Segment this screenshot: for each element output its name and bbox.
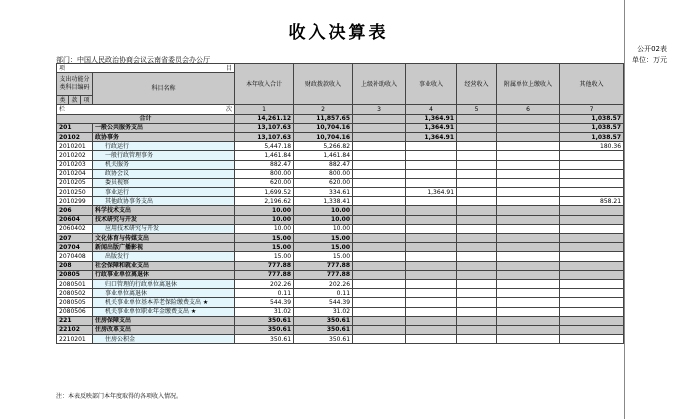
row-value-col-3 [353,270,406,279]
row-code: 2010203 [57,160,93,169]
row-value-col-4 [406,298,457,307]
row-value-col-1: 777.88 [235,270,294,279]
row-value-col-3 [353,206,406,215]
row-name: 一般公共服务支出 [93,123,235,132]
row-name: 机关事业单位职业年金缴费支出 ★ [93,307,235,316]
row-name: 行政运行 [93,142,235,151]
header-name-col: 科目名称 [93,73,235,105]
income-table [56,63,624,344]
row-value-col-6 [497,142,560,151]
row-value-col-6 [497,160,560,169]
row-code: 2060402 [57,224,93,233]
row-value-col-1: 15.00 [235,234,294,243]
row-value-col-4 [406,206,457,215]
table-row [57,224,624,233]
row-code: 208 [57,261,93,270]
row-value-col-4 [406,142,457,151]
col-num-4: 4 [406,105,457,114]
row-value-col-1: 10.00 [235,206,294,215]
row-name: 委员视察 [93,178,235,187]
header-item-cell: 项 目 [57,64,235,73]
row-code: 22102 [57,325,93,334]
row-value-col-1: 544.39 [235,298,294,307]
row-value-col-6 [497,298,560,307]
row-value-col-6 [497,234,560,243]
row-name: 其他政协事务支出 [93,197,235,206]
row-code: 2010205 [57,178,93,187]
row-value-col-5 [457,234,497,243]
row-code: 20704 [57,243,93,252]
row-value-col-7 [560,188,624,197]
row-name: 住房公积金 [93,335,235,344]
row-value-col-4 [406,169,457,178]
row-code: 20102 [57,132,93,141]
table-row [57,252,624,261]
row-name: 政协会议 [93,169,235,178]
table-row [57,178,624,187]
row-value-col-6 [497,279,560,288]
row-name: 技术研究与开发 [93,215,235,224]
row-value-col-7 [560,316,624,325]
row-value-col-6 [497,123,560,132]
row-value-col-3 [353,178,406,187]
row-value-col-4 [406,335,457,344]
row-value-col-5 [457,270,497,279]
report-title: 收入决算表 [288,23,389,43]
col-num-3: 3 [353,105,406,114]
row-value-col-1: 350.61 [235,335,294,344]
header-col-2: 财政拨款收入 [294,64,353,105]
row-value-col-1: 882.47 [235,160,294,169]
row-value-col-7: 1,038.57 [560,123,624,132]
col-num-2: 2 [294,105,353,114]
row-value-col-6 [497,215,560,224]
row-value-col-2: 10.00 [294,215,353,224]
row-value-col-4 [406,270,457,279]
row-value-col-6 [497,243,560,252]
row-value-col-6 [497,169,560,178]
row-value-col-1: 10.00 [235,224,294,233]
row-value-col-7: 858.21 [560,197,624,206]
row-value-col-2: 0.11 [294,289,353,298]
row-value-col-3 [353,160,406,169]
row-value-col-5 [457,243,497,252]
header-col-3: 上级补助收入 [353,64,406,105]
total-label: 合计 [57,114,235,123]
row-name: 科学技术支出 [93,206,235,215]
row-value-col-1: 13,107.63 [235,123,294,132]
row-value-col-7 [560,243,624,252]
row-value-col-2: 777.88 [294,261,353,270]
row-code: 2010201 [57,142,93,151]
row-value-col-2: 334.61 [294,188,353,197]
row-value-col-3 [353,316,406,325]
row-value-col-1: 777.88 [235,261,294,270]
row-name: 一般行政管理事务 [93,151,235,160]
row-code: 20604 [57,215,93,224]
row-value-col-1: 31.02 [235,307,294,316]
row-name: 政协事务 [93,132,235,141]
row-code: 2010250 [57,188,93,197]
row-value-col-6 [497,335,560,344]
row-name: 机关服务 [93,160,235,169]
row-value-col-7 [560,224,624,233]
row-value-col-4 [406,325,457,334]
row-value-col-4 [406,279,457,288]
row-code: 2010202 [57,151,93,160]
row-value-col-2: 5,266.82 [294,142,353,151]
row-value-col-2: 10.00 [294,206,353,215]
row-value-col-1: 800.00 [235,169,294,178]
row-value-col-1: 620.00 [235,178,294,187]
table-row [57,215,624,224]
row-value-col-1: 2,196.62 [235,197,294,206]
row-value-col-7 [560,206,624,215]
row-value-col-7 [560,335,624,344]
row-value-col-4 [406,261,457,270]
footnote: 注：本表反映部门本年度取得的各项收入情况。 [56,393,183,400]
header-col-1: 本年收入合计 [235,64,294,105]
row-value-col-4 [406,151,457,160]
table-row [57,289,624,298]
row-name: 社会保障和就业支出 [93,261,235,270]
row-value-col-6 [497,178,560,187]
row-code: 206 [57,206,93,215]
row-value-col-5 [457,325,497,334]
row-value-col-7 [560,270,624,279]
row-value-col-2: 800.00 [294,169,353,178]
row-value-col-4: 1,364.91 [406,132,457,141]
row-value-col-2: 15.00 [294,243,353,252]
table-row [57,325,624,334]
header-col-7: 其他收入 [560,64,624,105]
row-value-col-4: 1,364.91 [406,188,457,197]
row-value-col-2: 10.00 [294,224,353,233]
row-value-col-2: 350.61 [294,335,353,344]
row-value-col-6 [497,206,560,215]
row-value-col-2: 350.61 [294,325,353,334]
header-cat: 类 [57,96,69,105]
row-code: 2080506 [57,307,93,316]
row-value-col-5 [457,188,497,197]
table-row [57,316,624,325]
row-value-col-3 [353,151,406,160]
table-row [57,206,624,215]
row-value-col-2: 15.00 [294,234,353,243]
row-value-col-7 [560,234,624,243]
row-value-col-7 [560,298,624,307]
row-value-col-5 [457,197,497,206]
row-code: 221 [57,316,93,325]
row-value-col-3 [353,123,406,132]
row-value-col-7 [560,252,624,261]
table-row [57,142,624,151]
row-value-col-1: 15.00 [235,243,294,252]
row-value-col-5 [457,142,497,151]
row-value-col-3 [353,279,406,288]
row-value-col-1: 0.11 [235,289,294,298]
row-name: 机关事业单位基本养老保险缴费支出 ★ [93,298,235,307]
col-num-7: 7 [560,105,624,114]
row-value-col-2: 1,338.41 [294,197,353,206]
row-value-col-4 [406,234,457,243]
row-value-col-7 [560,160,624,169]
row-value-col-1: 202.26 [235,279,294,288]
row-value-col-6 [497,307,560,316]
row-code: 207 [57,234,93,243]
row-value-col-5 [457,261,497,270]
row-name: 事业单位离退休 [93,289,235,298]
row-value-col-7 [560,279,624,288]
row-value-col-2: 350.61 [294,316,353,325]
row-value-col-2: 202.26 [294,279,353,288]
row-value-col-3 [353,325,406,334]
row-value-col-2: 777.88 [294,270,353,279]
row-value-col-7 [560,261,624,270]
table-row [57,243,624,252]
row-value-col-6 [497,252,560,261]
header-col-5: 经营收入 [457,64,497,105]
row-name: 归口管理的行政单位离退休 [93,279,235,288]
row-value-col-2: 15.00 [294,252,353,261]
row-value-col-3 [353,252,406,261]
row-code: 2080502 [57,289,93,298]
table-row [57,261,624,270]
row-value-col-5 [457,298,497,307]
table-row [57,335,624,344]
col-num-6: 6 [497,105,560,114]
row-value-col-4 [406,252,457,261]
row-value-col-4 [406,160,457,169]
row-value-col-4 [406,178,457,187]
row-code: 2010299 [57,197,93,206]
row-value-col-7: 180.36 [560,142,624,151]
unit-label: 单位：万元 [632,56,667,64]
row-value-col-4: 1,364.91 [406,123,457,132]
header-xiang: 项 [81,96,93,105]
row-code: 2080505 [57,298,93,307]
row-value-col-4 [406,289,457,298]
row-value-col-1: 350.61 [235,325,294,334]
row-value-col-3 [353,307,406,316]
header-code-group: 支出功能分类科目编码 [57,73,93,96]
row-value-col-6 [497,151,560,160]
row-code: 20805 [57,270,93,279]
row-value-col-3 [353,169,406,178]
row-value-col-2: 1,461.84 [294,151,353,160]
row-name: 事业运行 [93,188,235,197]
row-value-col-1: 5,447.18 [235,142,294,151]
row-value-col-4 [406,316,457,325]
row-value-col-5 [457,215,497,224]
row-value-col-7: 1,038.57 [560,132,624,141]
row-value-col-5 [457,252,497,261]
row-code: 2010204 [57,169,93,178]
row-value-col-7 [560,307,624,316]
page-divider [624,0,625,419]
header-col-6: 附属单位上缴收入 [497,64,560,105]
row-value-col-5 [457,160,497,169]
row-value-col-5 [457,335,497,344]
table-row [57,197,624,206]
row-value-col-5 [457,123,497,132]
row-value-col-7 [560,289,624,298]
row-value-col-6 [497,224,560,233]
row-value-col-6 [497,261,560,270]
row-name: 应用技术研究与开发 [93,224,235,233]
row-value-col-3 [353,132,406,141]
row-name: 行政事业单位离退休 [93,270,235,279]
row-value-col-2: 10,704.16 [294,132,353,141]
row-name: 新闻出版广播影视 [93,243,235,252]
table-row [57,279,624,288]
row-value-col-7 [560,169,624,178]
row-code: 2080501 [57,279,93,288]
header-kuan: 款 [69,96,81,105]
row-value-col-6 [497,289,560,298]
header-col-4: 事业收入 [406,64,457,105]
col-num-1: 1 [235,105,294,114]
row-code: 201 [57,123,93,132]
row-name: 出版发行 [93,252,235,261]
row-value-col-6 [497,188,560,197]
row-value-col-6 [497,132,560,141]
table-row [57,123,624,132]
row-name: 住房保障支出 [93,316,235,325]
row-value-col-4 [406,197,457,206]
row-value-col-3 [353,234,406,243]
row-value-col-3 [353,298,406,307]
row-value-col-1: 1,461.84 [235,151,294,160]
row-code: 2210201 [57,335,93,344]
col-num-5: 5 [457,105,497,114]
row-value-col-3 [353,243,406,252]
row-value-col-1: 13,107.63 [235,132,294,141]
row-value-col-1: 15.00 [235,252,294,261]
row-value-col-7 [560,151,624,160]
row-value-col-7 [560,178,624,187]
department-label: 部门：中国人民政治协商会议云南省委员会办公厅 [56,56,210,64]
row-value-col-4 [406,307,457,316]
row-value-col-6 [497,325,560,334]
row-value-col-5 [457,169,497,178]
row-value-col-4 [406,243,457,252]
row-value-col-6 [497,197,560,206]
row-value-col-1: 10.00 [235,215,294,224]
row-value-col-6 [497,316,560,325]
row-value-col-3 [353,224,406,233]
table-row [57,307,624,316]
table-row [57,234,624,243]
table-row [57,188,624,197]
row-value-col-7 [560,325,624,334]
row-value-col-5 [457,178,497,187]
row-value-col-3 [353,197,406,206]
row-value-col-7 [560,215,624,224]
row-value-col-1: 1,699.52 [235,188,294,197]
total-row: 合计 14,261.12 11,857.65 1,364.91 1,038.57 [57,114,624,123]
form-code: 公开02表 [637,45,667,53]
row-code: 2070408 [57,252,93,261]
table-row [57,298,624,307]
row-value-col-2: 10,704.16 [294,123,353,132]
row-value-col-5 [457,279,497,288]
table-row [57,270,624,279]
row-value-col-5 [457,289,497,298]
table-row [57,169,624,178]
row-name: 文化体育与传媒支出 [93,234,235,243]
row-value-col-5 [457,151,497,160]
row-value-col-2: 620.00 [294,178,353,187]
row-value-col-1: 350.61 [235,316,294,325]
row-value-col-4 [406,215,457,224]
table-row [57,151,624,160]
row-value-col-3 [353,261,406,270]
row-value-col-5 [457,307,497,316]
row-name: 住房改革支出 [93,325,235,334]
header-lan-ci: 栏 次 [57,105,235,114]
row-value-col-3 [353,289,406,298]
row-value-col-3 [353,335,406,344]
row-value-col-2: 31.02 [294,307,353,316]
row-value-col-5 [457,316,497,325]
row-value-col-6 [497,270,560,279]
row-value-col-4 [406,224,457,233]
table-row [57,160,624,169]
row-value-col-5 [457,224,497,233]
row-value-col-2: 544.39 [294,298,353,307]
row-value-col-5 [457,132,497,141]
table-row [57,132,624,141]
row-value-col-3 [353,215,406,224]
row-value-col-2: 882.47 [294,160,353,169]
row-value-col-3 [353,142,406,151]
row-value-col-3 [353,188,406,197]
row-value-col-5 [457,206,497,215]
